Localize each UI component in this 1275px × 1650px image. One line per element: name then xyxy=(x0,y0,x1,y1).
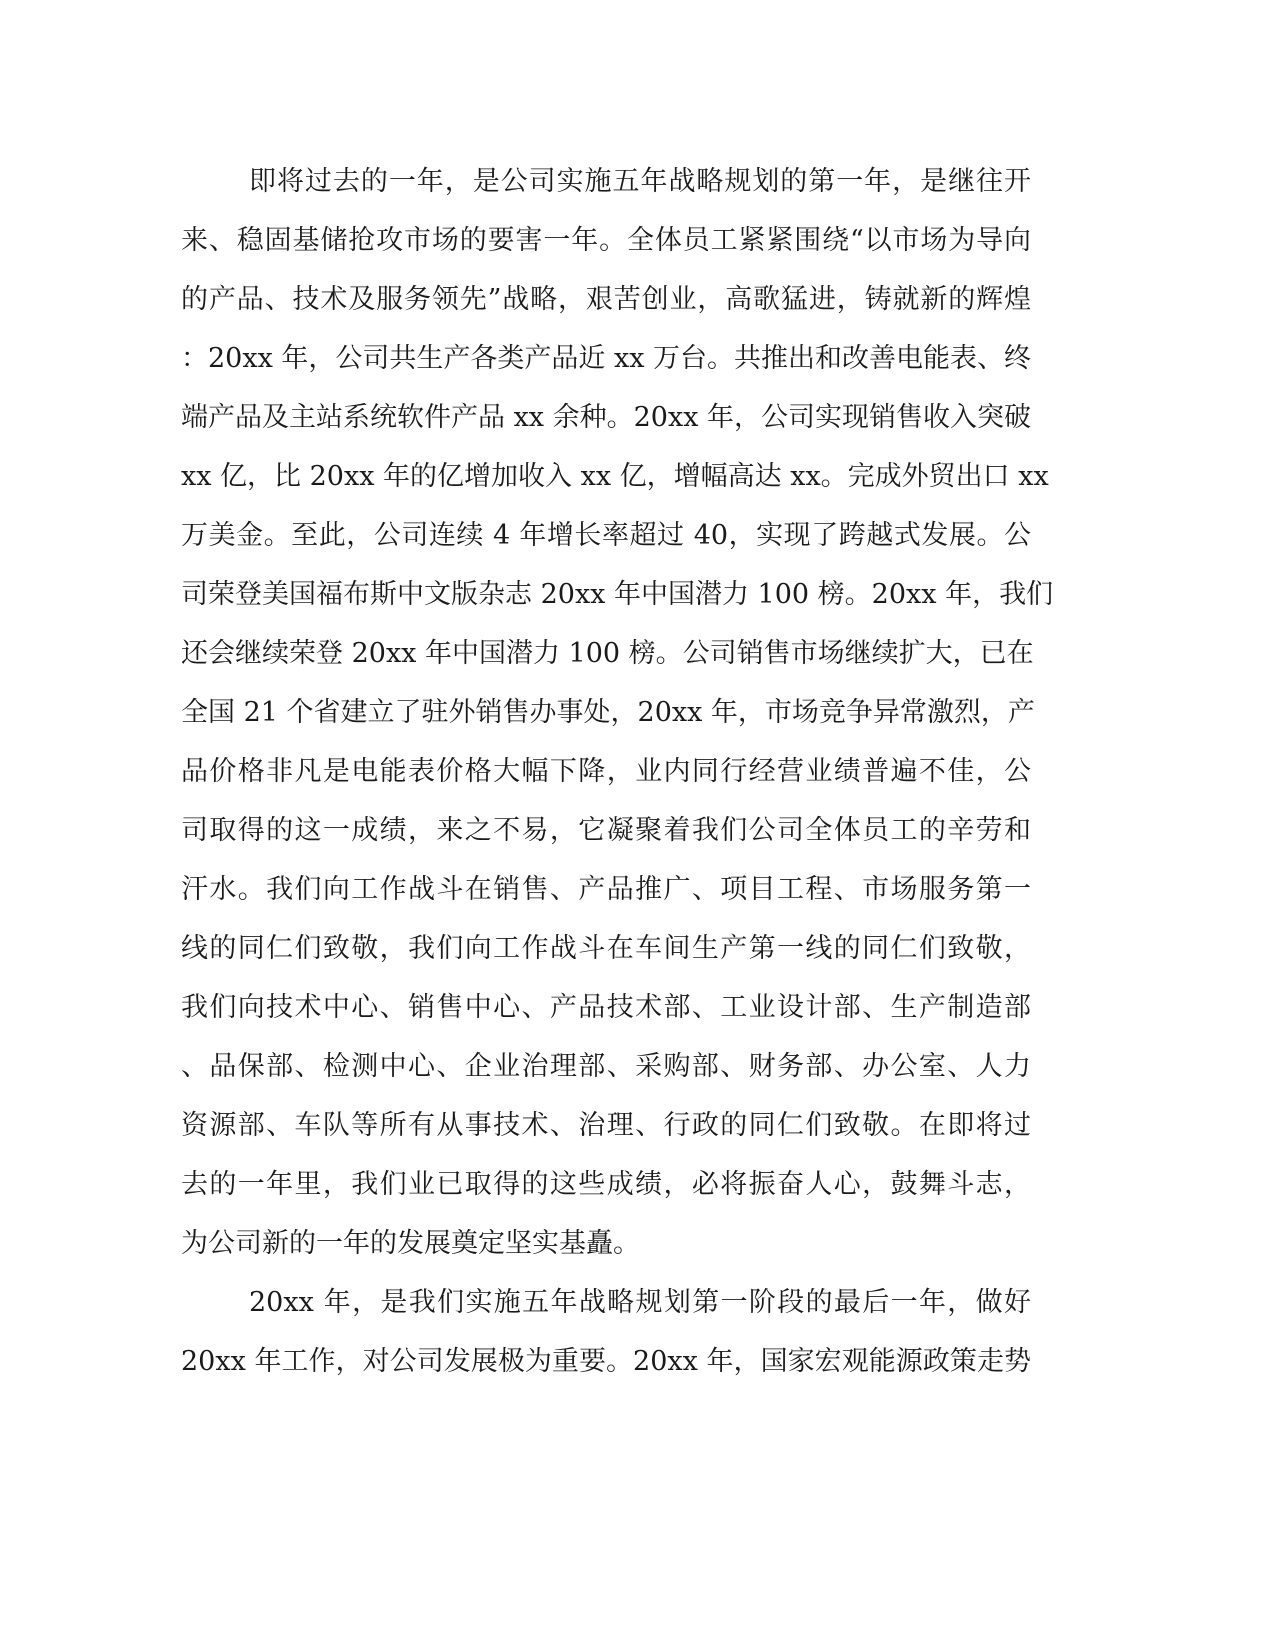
paragraph-1-line-13: 汗水。我们向工作战斗在销售、产品推广、项目工程、市场服务第一 xyxy=(181,874,1031,905)
paragraph-1-line-10: 全国 21 个省建立了驻外销售办事处，20xx 年，市场竞争异常激烈，产 xyxy=(181,697,1035,728)
paragraph-1-line-2: 来、稳固基储抢攻市场的要害一年。全体员工紧紧围绕“以市场为导向 xyxy=(181,225,1031,256)
paragraph-1-line-19: 为公司新的一年的发展奠定坚实基矗。 xyxy=(181,1228,640,1259)
paragraph-1-line-5: 端产品及主站系统软件产品 xx 余种。20xx 年，公司实现销售收入突破 xyxy=(181,402,1032,433)
paragraph-1-line-9: 还会继续荣登 20xx 年中国潜力 100 榜。公司销售市场继续扩大，已在 xyxy=(181,638,1034,669)
paragraph-1-line-7: 万美金。至此，公司连续 4 年增长率超过 40，实现了跨越式发展。公 xyxy=(181,520,1031,551)
paragraph-1-line-3: 的产品、技术及服务领先”战略，艰苦创业，高歌猛进，铸就新的辉煌 xyxy=(181,284,1031,315)
paragraph-1-line-1: 即将过去的一年，是公司实施五年战略规划的第一年，是继往开 xyxy=(249,166,1031,197)
paragraph-1-line-6: xx 亿，比 20xx 年的亿增加收入 xx 亿，增幅高达 xx。完成外贸出口 xx xyxy=(181,461,1049,492)
paragraph-1-line-8: 司荣登美国福布斯中文版杂志 20xx 年中国潜力 100 榜。20xx 年，我们 xyxy=(181,579,1054,610)
paragraph-1-line-18: 去的一年里，我们业已取得的这些成绩，必将振奋人心，鼓舞斗志， xyxy=(181,1169,1031,1200)
paragraph-2-line-2: 20xx 年工作，对公司发展极为重要。20xx 年，国家宏观能源政策走势 xyxy=(181,1346,1031,1377)
paragraph-1-line-12: 司取得的这一成绩，来之不易，它凝聚着我们公司全体员工的辛劳和 xyxy=(181,815,1031,846)
paragraph-1-line-4: ：20xx 年，公司共生产各类产品近 xx 万台。共推出和改善电能表、终 xyxy=(181,343,1032,374)
paragraph-1-line-17: 资源部、车队等所有从事技术、治理、行政的同仁们致敬。在即将过 xyxy=(181,1110,1031,1141)
paragraph-1-line-15: 我们向技术中心、销售中心、产品技术部、工业设计部、生产制造部 xyxy=(181,992,1031,1023)
paragraph-2-line-1: 20xx 年，是我们实施五年战略规划第一阶段的最后一年，做好 xyxy=(249,1287,1031,1318)
paragraph-1-line-11: 品价格非凡是电能表价格大幅下降，业内同行经营业绩普遍不佳，公 xyxy=(181,756,1031,787)
paragraph-1-line-14: 线的同仁们致敬，我们向工作战斗在车间生产第一线的同仁们致敬， xyxy=(181,933,1031,964)
paragraph-1-line-16: 、品保部、检测中心、企业治理部、采购部、财务部、办公室、人力 xyxy=(181,1051,1031,1082)
